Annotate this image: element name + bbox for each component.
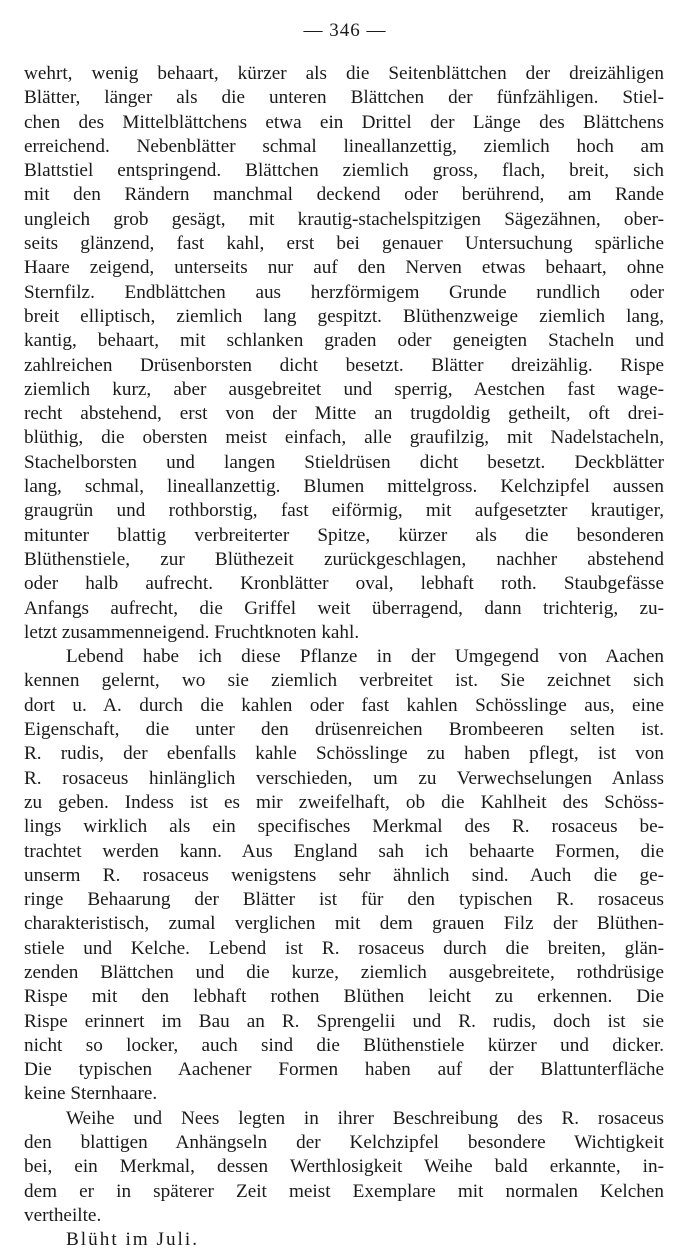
paragraph-2 xyxy=(24,645,664,1107)
page-number: — 346 — xyxy=(303,20,387,41)
text-line: recht abstehend, erst von der Mitte an trugdoldig getheilt, oft drei- xyxy=(24,403,664,425)
text-line: Rispe mit den lebhaft rothen Blüthen leicht zu erkennen. Die xyxy=(24,986,664,1008)
text-line: Die typischen Aachener Formen haben auf der Blattunterfläche xyxy=(24,1059,664,1081)
text-line: Weihe und Nees legten in ihrer Beschreibung des R. rosaceus xyxy=(66,1107,664,1129)
text-line: mit den Rändern manchmal deckend oder berührend, am Rande xyxy=(24,184,664,206)
text-line: Blätter, länger als die unteren Blättchen der fünfzähligen. Stiel- xyxy=(24,87,664,109)
text-line: Anfangs aufrecht, die Griffel weit überragend, dann trichterig, zu- xyxy=(24,597,664,619)
text-line: R. rudis, der ebenfalls kahle Schösslinge zu haben pflegt, ist von xyxy=(24,743,664,765)
text-line: charakteristisch, zumal verglichen mit dem grauen Filz der Blüthen- xyxy=(24,913,664,935)
text-line: kennen gelernt, wo sie ziemlich verbreitet ist. Sie zeichnet sich xyxy=(24,670,664,692)
text-line: den blattigen Anhängseln der Kelchzipfel besondere Wichtigkeit xyxy=(24,1132,664,1154)
text-line: ringe Behaarung der Blätter ist für den typischen R. rosaceus xyxy=(24,889,664,911)
text-line: wehrt, wenig behaart, kürzer als die Seitenblättchen der dreizähligen xyxy=(24,63,664,84)
text-line: trachtet werden kann. Aus England sah ich behaarte Formen, die xyxy=(24,840,664,862)
text-line: lang, schmal, lineallanzettig. Blumen mittelgross. Kelchzipfel aussen xyxy=(24,476,664,498)
text-line: oder halb aufrecht. Kronblätter oval, lebhaft roth. Staubgefässe xyxy=(24,573,664,595)
text-line: lings wirklich als ein specifisches Merkmal des R. rosaceus be- xyxy=(24,816,664,838)
text-line: erreichend. Nebenblätter schmal lineallanzettig, ziemlich hoch am xyxy=(24,135,664,157)
text-line: Lebend habe ich diese Pflanze in der Umgegend von Aachen xyxy=(66,646,664,668)
text-line: unserm R. rosaceus wenigstens sehr ähnlich sind. Auch die ge- xyxy=(24,864,664,886)
text-line: zu geben. Indess ist es mir zweifelhaft, ob die Kahlheit des Schöss- xyxy=(24,791,664,813)
text-line: zenden Blättchen und die kurze, ziemlich ausgebreitete, rothdrüsige xyxy=(24,961,664,983)
text-line: chen des Mittelblättchens etwa ein Drittel der Länge des Blättchens xyxy=(24,111,664,133)
flowering-note: Blüht im Juli. xyxy=(66,1229,200,1251)
text-line: bei, ein Merkmal, dessen Werthlosigkeit Weihe bald erkannte, in- xyxy=(24,1156,664,1178)
text-line: ziemlich kurz, aber ausgebreitet und sperrig, Aestchen fast wage- xyxy=(24,378,664,400)
text-line: Rispe erinnert im Bau an R. Sprengelii und R. rudis, doch ist sie xyxy=(24,1010,664,1032)
text-line: graugrün und rothborstig, fast eiförmig, mit aufgesetzter krautiger, xyxy=(24,500,664,522)
text-line: R. rosaceus hinlänglich verschieden, um zu Verwechselungen Anlass xyxy=(24,767,664,789)
text-line: ungleich grob gesägt, mit krautig-stachelspitzigen Sägezähnen, ober- xyxy=(24,208,664,230)
text-line: dem er in späterer Zeit meist Exemplare mit normalen Kelchen xyxy=(24,1180,664,1202)
text-line: nicht so locker, auch sind die Blüthenstiele kürzer und dicker. xyxy=(24,1034,664,1056)
text-line: breit elliptisch, ziemlich lang gespitzt. Blüthenzweige ziemlich lang, xyxy=(24,305,664,327)
text-line: Blüthenstiele, zur Blüthezeit zurückgeschlagen, nachher abstehend xyxy=(24,548,664,570)
text-line: mitunter blattig verbreiterter Spitze, kürzer als die besonderen xyxy=(24,524,664,546)
paragraph-1 xyxy=(24,62,664,645)
text-line: vertheilte. xyxy=(24,1204,102,1226)
paragraph-3 xyxy=(24,1107,664,1228)
text-line: zahlreichen Drüsenborsten dicht besetzt. Blätter dreizählig. Rispe xyxy=(24,354,664,376)
text-line: letzt zusammenneigend. Fruchtknoten kahl. xyxy=(24,621,360,643)
paragraph-4 xyxy=(24,1228,664,1252)
text-line: stiele und Kelche. Lebend ist R. rosaceus durch die breiten, glän- xyxy=(24,937,664,959)
text-line: blüthig, die obersten meist einfach, alle graufilzig, mit Nadelstacheln, xyxy=(24,427,664,449)
text-line: keine Sternhaare. xyxy=(24,1083,158,1105)
text-line: Haare zeigend, unterseits nur auf den Nerven etwas behaart, ohne xyxy=(24,257,664,279)
text-line: Blattstiel entspringend. Blättchen ziemlich gross, flach, breit, sich xyxy=(24,160,664,182)
text-line: seits glänzend, fast kahl, erst bei genauer Untersuchung spärliche xyxy=(24,233,664,255)
text-line: dort u. A. durch die kahlen oder fast kahlen Schösslinge aus, eine xyxy=(24,694,664,716)
body-text xyxy=(24,62,664,1253)
text-line: Eigenschaft, die unter den drüsenreichen Brombeeren selten ist. xyxy=(24,719,664,741)
text-line: Stachelborsten und langen Stieldrüsen dicht besetzt. Deckblätter xyxy=(24,451,664,473)
text-line: Sternfilz. Endblättchen aus herzförmigem Grunde rundlich oder xyxy=(24,281,664,303)
text-line: kantig, behaart, mit schlanken graden oder geneigten Stacheln und xyxy=(24,330,664,352)
